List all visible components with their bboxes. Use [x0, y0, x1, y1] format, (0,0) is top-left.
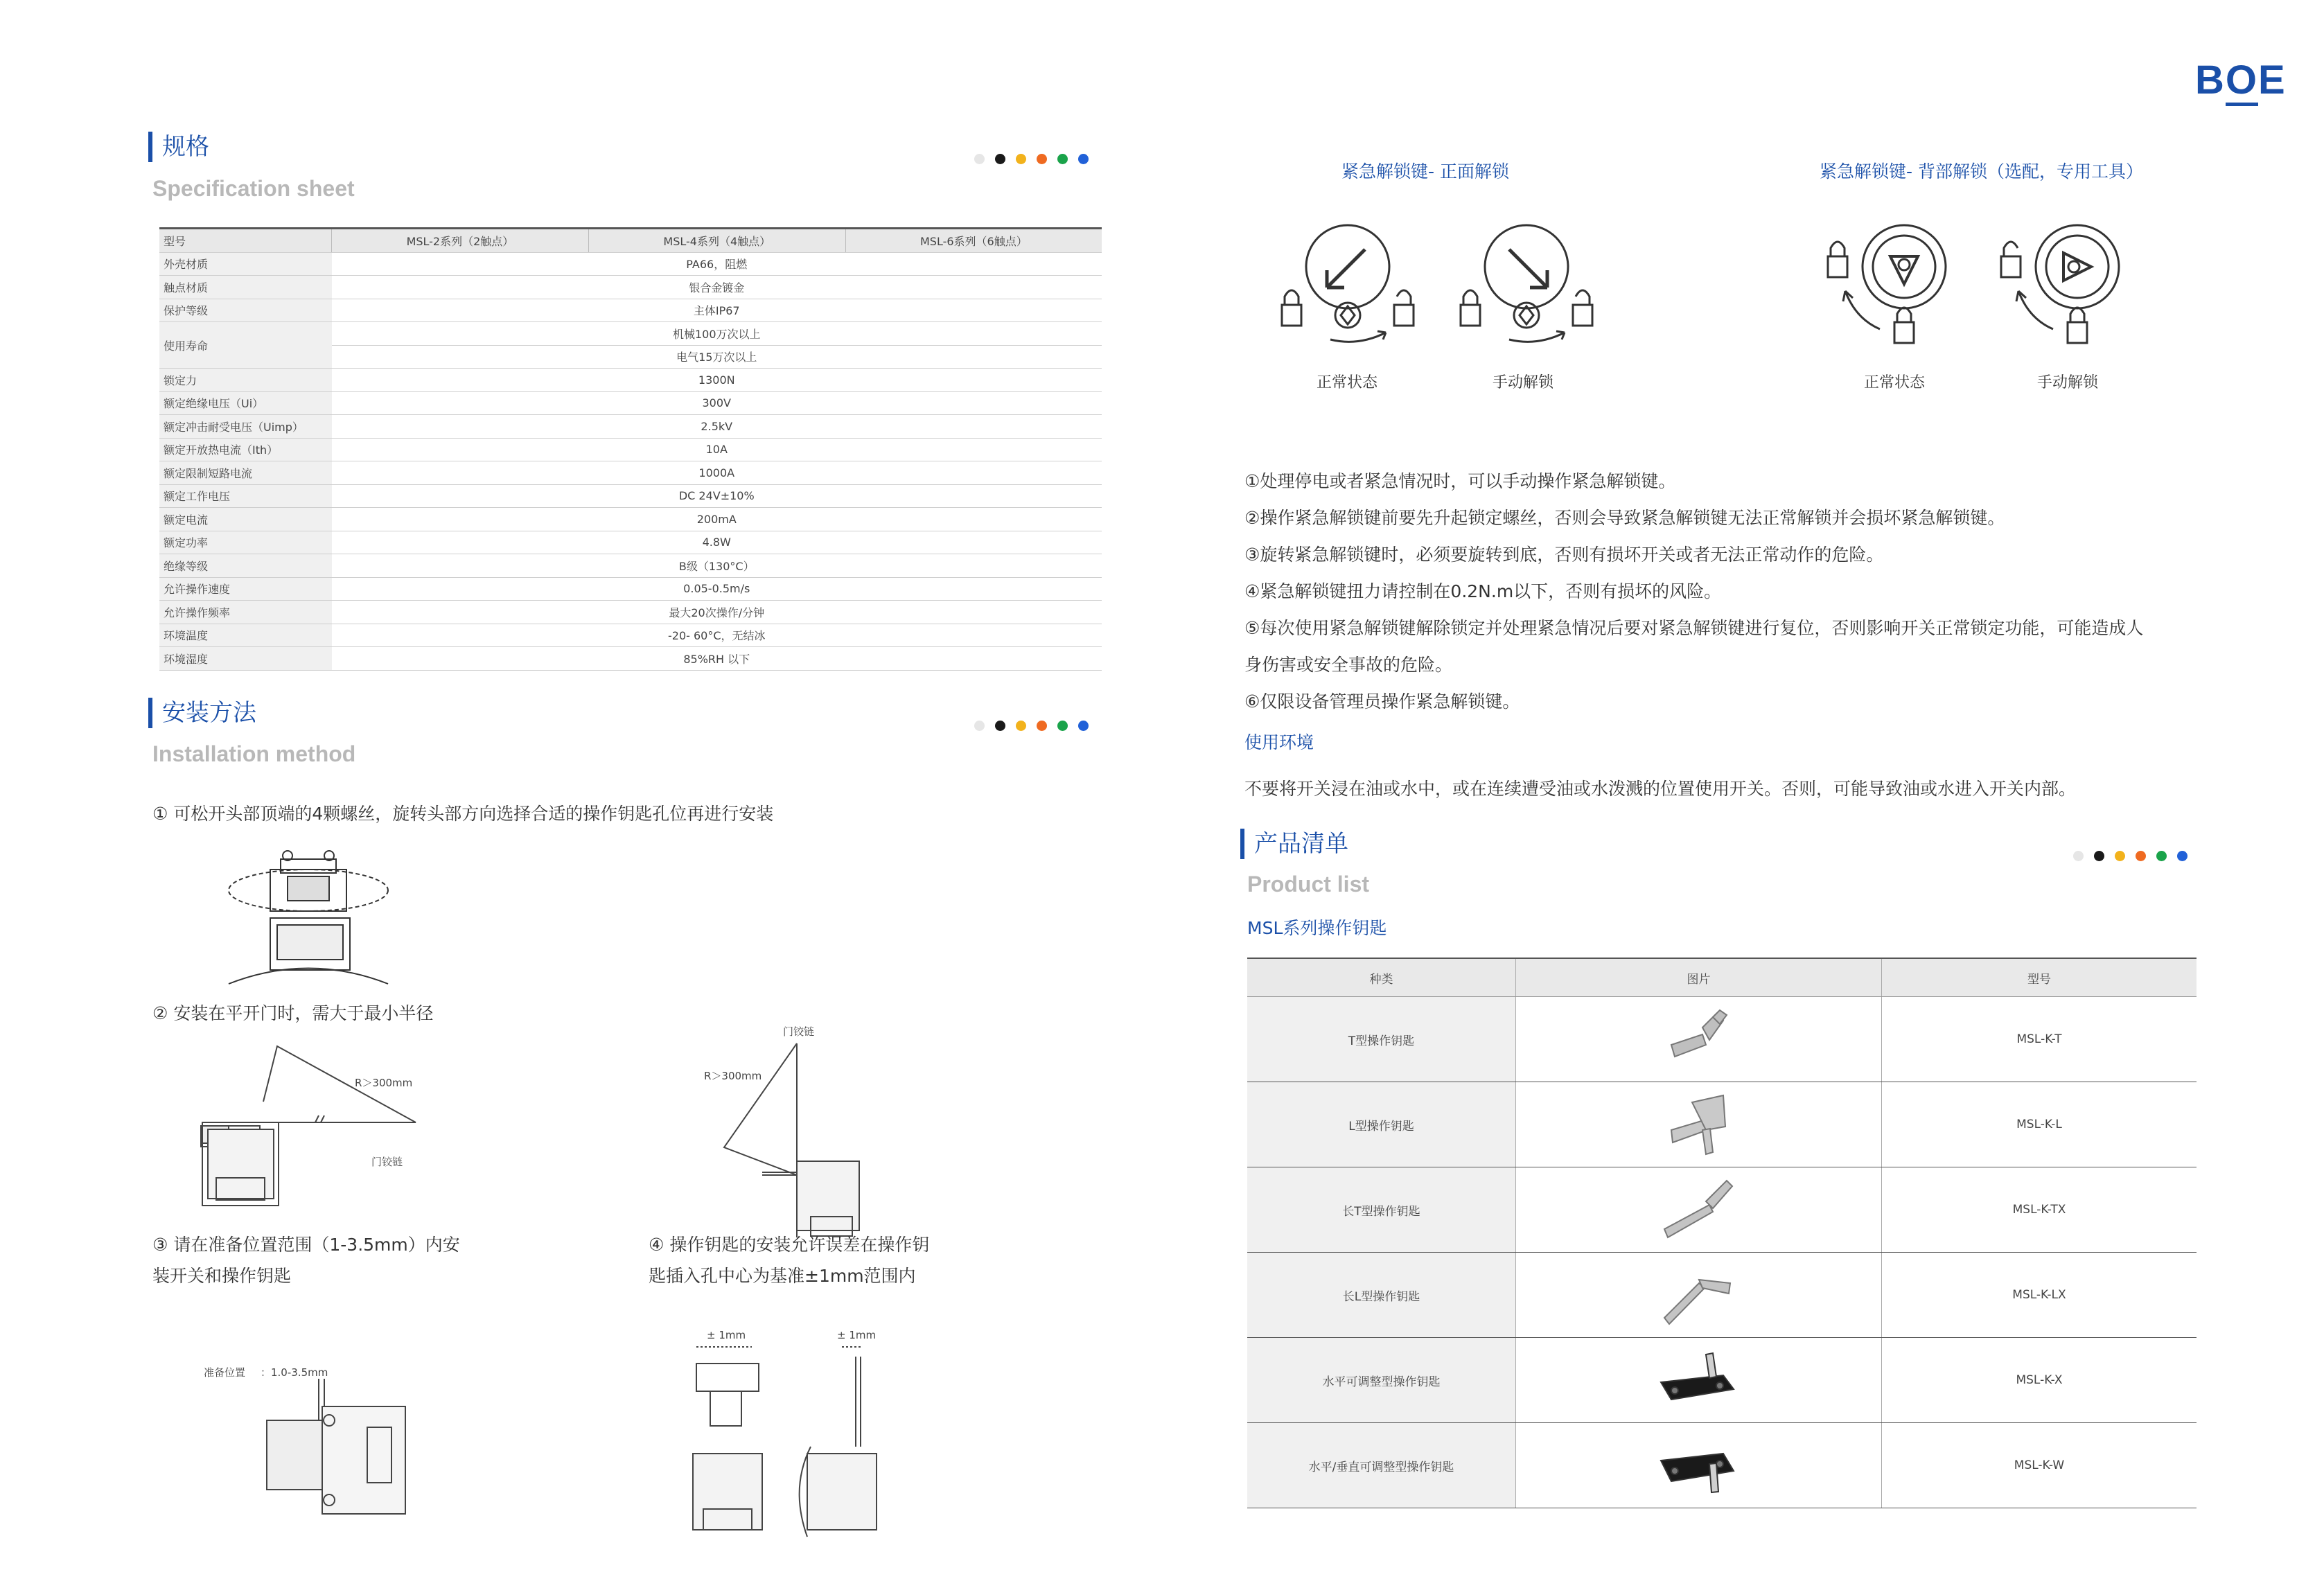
spec-header-msl6: MSL-6系列（6触点） — [845, 229, 1102, 253]
table-row: 电气15万次以上 — [159, 345, 1102, 369]
front-manual-caption: 手动解锁 — [1493, 374, 1554, 391]
spec-header-msl4: MSL-4系列（4触点） — [588, 229, 845, 253]
table-row: L型操作钥匙 MSL-K-L — [1247, 1082, 2197, 1167]
front-unlock-manual-icon — [1454, 215, 1599, 346]
radius-label: R＞300mm — [704, 1070, 762, 1082]
tolerance-label: ± 1mm — [707, 1329, 746, 1341]
product-table — [1247, 958, 2197, 1508]
door-radius-drawing-left — [194, 1032, 430, 1212]
tolerance-label: ± 1mm — [837, 1329, 877, 1341]
note-4: ④紧急解锁键扭力请控制在0.2N.m以下，否则有损坏的风险。 — [1244, 581, 1722, 601]
prep-position-label: 准备位置 — [204, 1366, 246, 1379]
table-row: 允许操作频率 最大20次操作/分钟 — [159, 601, 1102, 624]
hinge-label: 门铰链 — [371, 1156, 403, 1168]
table-row: 锁定力 1300N — [159, 369, 1102, 392]
hinge-label: 门铰链 — [783, 1025, 815, 1038]
table-row: 长T型操作钥匙 MSL-K-TX — [1247, 1167, 2197, 1253]
switch-head-rotation-drawing — [222, 849, 402, 987]
color-dots — [974, 154, 1089, 164]
radius-label: R＞300mm — [355, 1077, 413, 1089]
prep-position-drawing — [263, 1379, 416, 1517]
table-row: 额定工作电压 DC 24V±10% — [159, 484, 1102, 508]
door-radius-drawing-right — [721, 1036, 887, 1237]
table-row: 使用寿命 机械100万次以上 — [159, 322, 1102, 346]
products-title: 产品清单 — [1240, 829, 1348, 859]
install-step-4-line2: 匙插入孔中心为基准±1mm范围内 — [649, 1266, 916, 1286]
note-5: ⑤每次使用紧急解锁键解除锁定并处理紧急情况后要对紧急解锁键进行复位，否则影响开关正常锁定功能，可能造成人 — [1244, 618, 2144, 638]
product-header-image: 图片 — [1516, 958, 1882, 997]
back-unlock-normal-icon — [1821, 215, 1966, 353]
table-row: 长L型操作钥匙 MSL-K-LX — [1247, 1253, 2197, 1338]
front-unlock-normal-icon — [1275, 215, 1420, 346]
env-title: 使用环境 — [1244, 732, 1314, 752]
color-dots — [974, 721, 1089, 731]
table-row: 水平可调整型操作钥匙 MSL-K-X — [1247, 1338, 2197, 1423]
product-table-wrap — [1247, 958, 2197, 1508]
table-row: 触点材质 银合金镀金 — [159, 276, 1102, 299]
install-title: 安装方法 — [148, 698, 256, 728]
spec-header-model: 型号 — [159, 229, 332, 253]
install-subtitle: Installation method — [152, 741, 356, 766]
product-header-type: 种类 — [1247, 958, 1516, 997]
install-step-1: ① 可松开头部顶端的4颗螺丝，旋转头部方向选择合适的操作钥匙孔位再进行安装 — [152, 804, 774, 824]
key-x-image — [1516, 1338, 1882, 1423]
table-row: 额定绝缘电压（Ui） 300V — [159, 391, 1102, 415]
note-3: ③旋转紧急解锁键时，必须要旋转到底，否则有损坏开关或者无法正常动作的危险。 — [1244, 545, 1884, 565]
color-dots — [2073, 851, 2187, 861]
table-row: 额定限制短路电流 1000A — [159, 461, 1102, 485]
key-t-image — [1516, 997, 1882, 1082]
spec-title: 规格 — [148, 132, 209, 162]
install-step-3-line1: ③ 请在准备位置范围（1-3.5mm）内安 — [152, 1235, 460, 1255]
key-tx-image — [1516, 1167, 1882, 1253]
spec-subtitle: Specification sheet — [152, 176, 355, 201]
table-row: 额定冲击耐受电压（Uimp） 2.5kV — [159, 415, 1102, 439]
front-normal-caption: 正常状态 — [1317, 374, 1378, 391]
key-l-image — [1516, 1082, 1882, 1167]
table-row: 环境温度 -20- 60°C，无结冰 — [159, 624, 1102, 647]
table-row: T型操作钥匙 MSL-K-T — [1247, 997, 2197, 1082]
products-subtitle: Product list — [1247, 872, 1370, 897]
install-step-4-line1: ④ 操作钥匙的安装允许误差在操作钥 — [649, 1235, 930, 1255]
note-1: ①处理停电或者紧急情况时，可以手动操作紧急解锁键。 — [1244, 471, 1676, 491]
emergency-front-title: 紧急解锁键- 正面解锁 — [1341, 161, 1509, 182]
prep-position-range: ：1.0-3.5mm — [261, 1366, 328, 1379]
product-header-model: 型号 — [1882, 958, 2197, 997]
series-title: MSL系列操作钥匙 — [1247, 918, 1387, 938]
table-row: 环境湿度 85%RH 以下 — [159, 647, 1102, 671]
install-step-3-line2: 装开关和操作钥匙 — [152, 1266, 292, 1286]
table-row: 保护等级 主体IP67 — [159, 299, 1102, 322]
table-row: 绝缘等级 B级（130°C） — [159, 554, 1102, 578]
note-6: ⑥仅限设备管理员操作紧急解锁键。 — [1244, 691, 1520, 712]
table-row: 额定功率 4.8W — [159, 531, 1102, 554]
table-row: 外壳材质 PA66，阻燃 — [159, 252, 1102, 276]
note-2: ②操作紧急解锁键前要先升起锁定螺丝，否则会导致紧急解锁键无法正常解锁并会损坏紧急解锁键。 — [1244, 508, 2005, 528]
table-row: 额定开放热电流（Ith） 10A — [159, 438, 1102, 461]
back-normal-caption: 正常状态 — [1864, 374, 1926, 391]
boe-logo: BOE — [2195, 57, 2287, 103]
table-row: 允许操作速度 0.05-0.5m/s — [159, 577, 1102, 601]
note-5-cont: 身伤害或安全事故的危险。 — [1244, 655, 1453, 675]
env-text: 不要将开关浸在油或水中，或在连续遭受油或水泼溅的位置使用开关。否则，可能导致油或水进入开关内部。 — [1244, 779, 2077, 799]
emergency-notes — [1244, 463, 2201, 720]
emergency-back-title: 紧急解锁键- 背部解锁（选配，专用工具） — [1820, 161, 2143, 182]
table-row: 额定电流 200mA — [159, 508, 1102, 531]
table-row: 水平/垂直可调整型操作钥匙 MSL-K-W — [1247, 1423, 2197, 1508]
spec-table — [159, 227, 1102, 671]
back-unlock-manual-icon — [1994, 215, 2140, 353]
key-tolerance-drawing — [686, 1343, 901, 1544]
install-step-2: ② 安装在平开门时，需大于最小半径 — [152, 1003, 434, 1023]
key-lx-image — [1516, 1253, 1882, 1338]
key-w-image — [1516, 1423, 1882, 1508]
back-manual-caption: 手动解锁 — [2037, 374, 2099, 391]
spec-header-msl2: MSL-2系列（2触点） — [332, 229, 589, 253]
spec-table-wrap — [159, 227, 1102, 671]
